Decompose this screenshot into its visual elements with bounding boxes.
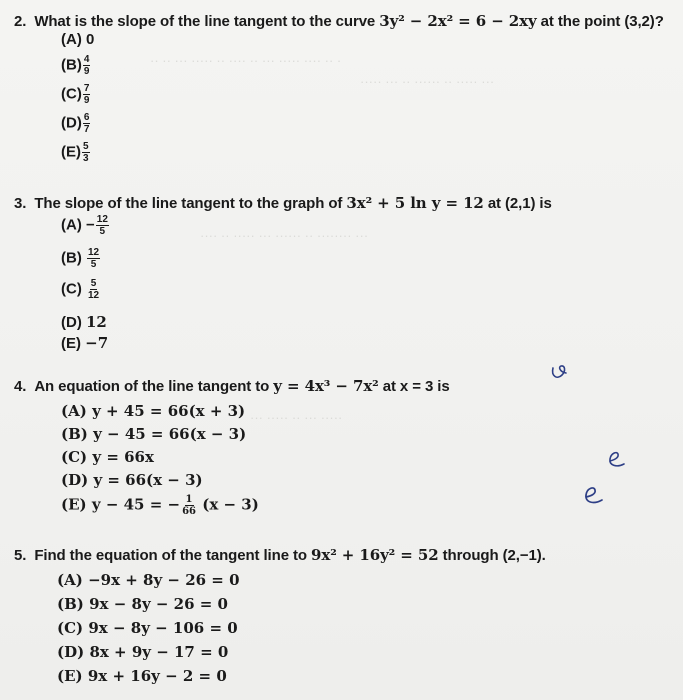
question-stem: 2. What is the slope of the line tangent to the curve 3y² − 2x² = 6 − 2xy at the point (3,2)? — [14, 12, 664, 30]
option-a: (A) 0 — [61, 31, 95, 48]
handwritten-mark — [580, 482, 608, 510]
question-4 — [14, 377, 450, 395]
fraction: $\frac{5}{12}$ — [88, 278, 100, 301]
option-e: (E) $\frac{5}{3}$ — [61, 141, 89, 164]
option-a: (A) −9x + 8y − 26 = 0 — [57, 571, 240, 589]
fraction: $\frac{12}{5}$ — [96, 214, 108, 237]
option-a: (A) − $\frac{12}{5}$ — [61, 214, 108, 237]
question-number: 4. — [14, 378, 27, 395]
question-stem: 4. An equation of the line tangent to y = 4x³ − 7x² at x = 3 is — [14, 377, 450, 395]
option-c: (C) y = 66x — [61, 448, 154, 466]
option-b: (B) $\frac{12}{5}$ — [61, 247, 100, 270]
option-b: (B) 9x − 8y − 26 = 0 — [57, 595, 228, 613]
option-b: (B) $\frac{4}{9}$ — [61, 54, 90, 77]
equation: 3y² − 2x² = 6 − 2xy — [379, 12, 537, 30]
bleed-through-text: ···· ·· ····· ··· ······ ·· ········ ··· — [200, 228, 369, 243]
option-e: (E) −7 — [61, 334, 109, 352]
fraction: $\frac{4}{9}$ — [83, 54, 90, 77]
bleed-through-text: ·· ·· ··· ····· ·· ···· ·· ··· ····· ···· ·· · — [150, 53, 342, 68]
question-stem: 3. The slope of the line tangent to the graph of 3x² + 5 ln y = 12 at (2,1) is — [14, 194, 552, 212]
option-b: (B) y − 45 = 66(x − 3) — [61, 425, 247, 443]
option-c: (C) $\frac{7}{9}$ — [61, 83, 90, 106]
fraction: $\frac{7}{9}$ — [83, 83, 90, 106]
option-d: (D) 8x + 9y − 17 = 0 — [57, 643, 229, 661]
question-5 — [14, 546, 546, 564]
question-2 — [14, 12, 664, 30]
equation: 3x² + 5 ln y = 12 — [346, 194, 484, 212]
option-d: (D) 12 — [61, 313, 107, 331]
equation: y = 4x³ − 7x² — [273, 377, 379, 395]
option-c: (C) 9x − 8y − 106 = 0 — [57, 619, 238, 637]
question-stem: 5. Find the equation of the tangent line to 9x² + 16y² = 52 through (2,−1). — [14, 546, 546, 564]
option-a: (A) y + 45 = 66(x + 3) — [61, 402, 246, 420]
question-number: 3. — [14, 195, 27, 212]
fraction: $\frac{5}{3}$ — [83, 141, 89, 164]
equation: 9x² + 16y² = 52 — [311, 546, 439, 564]
option-d: (D) y = 66(x − 3) — [61, 471, 203, 489]
bleed-through-text: ····· ··· ·· ······ ·· ····· ··· — [360, 74, 495, 89]
question-number: 5. — [14, 547, 27, 564]
option-c: (C) $\frac{5}{12}$ — [61, 278, 100, 301]
fraction: $\frac{1}{66}$ — [182, 494, 196, 517]
bleed-through-text: ··· ····· ·· ··· ····· — [250, 410, 343, 425]
option-d: (D) $\frac{6}{7}$ — [61, 112, 90, 135]
question-3 — [14, 194, 552, 212]
handwritten-mark — [604, 447, 630, 473]
handwritten-mark — [548, 360, 572, 384]
option-e: (E) y − 45 = − $\frac{1}{66}$ (x − 3) — [61, 494, 259, 517]
fraction: $\frac{12}{5}$ — [88, 247, 100, 270]
option-e: (E) 9x + 16y − 2 = 0 — [57, 667, 227, 685]
fraction: $\frac{6}{7}$ — [83, 112, 90, 135]
question-number: 2. — [14, 13, 27, 30]
